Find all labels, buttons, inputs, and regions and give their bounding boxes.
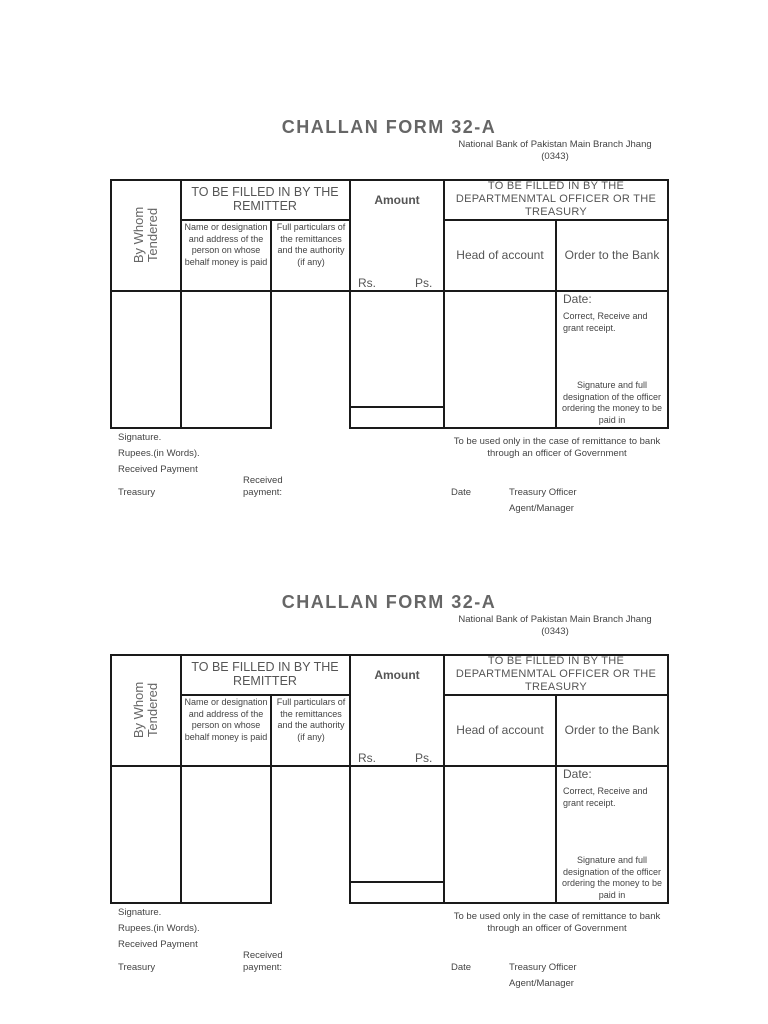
form-title: CHALLAN FORM 32-A [281, 117, 497, 137]
particulars-column-header: Full particulars of the remittances and the authority (if any) [276, 697, 346, 742]
date-footer-label: Date [451, 487, 472, 498]
by-whom-tendered-label: By Whom Tendered [131, 206, 160, 264]
agent-manager-label: Agent/Manager [509, 978, 574, 989]
correct-receive-text: Correct, Receive and grant receipt. [563, 786, 648, 808]
amount-header: Amount [374, 193, 420, 207]
received-payment-2-label: Received payment: [243, 950, 283, 973]
rs-label: Rs. [358, 751, 376, 765]
received-payment-2-label: Received payment: [243, 475, 283, 498]
dept-header: TO BE FILLED IN BY THE DEPARTMENMTAL OFFICER OR THE TREASURY [455, 180, 657, 218]
treasury-label: Treasury [118, 962, 156, 973]
rupees-in-words-label: Rupees.(in Words). [118, 923, 200, 934]
date-label: Date: [563, 292, 592, 306]
signature-label: Signature. [118, 432, 162, 443]
order-to-bank-header: Order to the Bank [564, 248, 660, 262]
signature-label: Signature. [118, 907, 162, 918]
name-column-header: Name or designation and address of the person on whose behalf money is paid [184, 697, 268, 742]
rs-label: Rs. [358, 276, 376, 290]
by-whom-tendered-label: By Whom Tendered [131, 681, 160, 739]
bank-name: National Bank of Pakistan Main Branch Jhang [458, 139, 652, 150]
challan-table [0, 0, 768, 440]
treasury-officer-label: Treasury Officer [509, 487, 577, 498]
rupees-in-words-label: Rupees.(in Words). [118, 448, 200, 459]
correct-receive-text: Correct, Receive and grant receipt. [563, 311, 648, 333]
date-label: Date: [563, 767, 592, 781]
dept-header: TO BE FILLED IN BY THE DEPARTMENMTAL OFFICER OR THE TREASURY [455, 655, 657, 693]
form-title: CHALLAN FORM 32-A [281, 592, 497, 612]
remitter-header: TO BE FILLED IN BY THE REMITTER [191, 185, 339, 213]
government-note: To be used only in the case of remittance to bank through an officer of Government [453, 911, 661, 934]
ps-label: Ps. [415, 276, 433, 290]
treasury-label: Treasury [118, 487, 156, 498]
government-note: To be used only in the case of remittance to bank through an officer of Government [453, 436, 661, 459]
name-column-header: Name or designation and address of the person on whose behalf money is paid [184, 222, 268, 267]
head-of-account-header: Head of account [456, 248, 544, 262]
agent-manager-label: Agent/Manager [509, 503, 574, 514]
received-payment-label: Received Payment [118, 464, 198, 475]
amount-header: Amount [374, 668, 420, 682]
signature-designation-text: Signature and full designation of the officer ordering the money to be paid in [561, 380, 663, 425]
signature-designation-text: Signature and full designation of the officer ordering the money to be paid in [561, 855, 663, 900]
bank-code: (0343) [541, 151, 569, 162]
bank-code: (0343) [541, 626, 569, 637]
bank-name: National Bank of Pakistan Main Branch Jhang [458, 614, 652, 625]
challan-table [0, 475, 768, 915]
treasury-officer-label: Treasury Officer [509, 962, 577, 973]
ps-label: Ps. [415, 751, 433, 765]
head-of-account-header: Head of account [456, 723, 544, 737]
received-payment-label: Received Payment [118, 939, 198, 950]
order-to-bank-header: Order to the Bank [564, 723, 660, 737]
challan-form-2 [0, 475, 768, 989]
date-footer-label: Date [451, 962, 472, 973]
particulars-column-header: Full particulars of the remittances and the authority (if any) [276, 222, 346, 267]
remitter-header: TO BE FILLED IN BY THE REMITTER [191, 660, 339, 688]
